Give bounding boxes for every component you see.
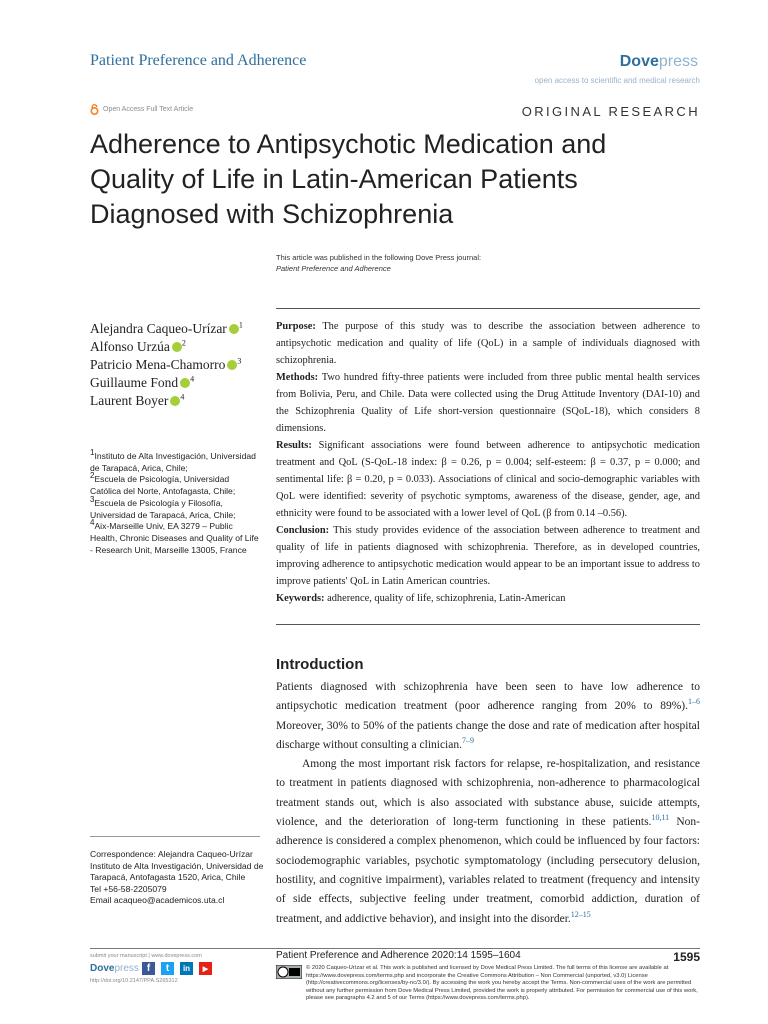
affiliation-text: Aix-Marseille Univ, EA 3279 – Public Health, Chronic Diseases and Quality of Life - Research Unit, Marseille 13005, France [90,521,259,555]
journal-name: Patient Preference and Adherence [90,52,307,69]
abstract-methods [276,369,700,437]
correspondence [90,849,265,907]
introduction-heading: Introduction [276,656,364,673]
orcid-icon[interactable] [170,396,180,406]
purpose-label: Purpose: [276,321,316,332]
affiliation-text: Escuela de Psicología, Universidad Católica del Norte, Antofagasta, Chile; [90,474,236,497]
author-list [90,320,260,410]
intro-text: Moreover, 30% to 50% of the patients change the dose and rate of medication after hospital discharge without consulting a clinician. [276,719,700,751]
methods-text: Two hundred fifty-three patients were included from three public mental health services from Bolivia, Peru, and Chile. Data were collected using the Drug Attitude Inventory (DAI-10) and the Schizophrenia Quality of Life short-version questionnaire (SQoL-18), which considers 8 dimensions. [276,372,700,434]
citation-link[interactable]: 12–15 [570,909,591,919]
affiliation-sup: 3 [90,494,95,504]
footer-publisher-light: press [114,963,139,974]
keywords-text: adherence, quality of life, schizophrenia, Latin-American [327,593,566,604]
orcid-icon[interactable] [227,360,237,370]
intro-text: Patients diagnosed with schizophrenia have been seen to have low adherence to antipsychotic medication treatment (poor adherence ranging from 20% to 89%). [276,681,700,713]
introduction-body [276,678,700,929]
conclusion-label: Conclusion: [276,525,330,536]
affiliation-sup: 4 [90,518,95,528]
affiliation [90,448,260,474]
keywords-label: Keywords: [276,593,325,604]
author-sup: 4 [180,392,185,402]
publisher-bold: Dove [619,53,659,70]
correspondence-tel: Tel +56-58-2205079 [90,883,167,894]
affiliation [90,518,260,556]
author-sup: 2 [181,338,186,348]
open-access-text: Open Access Full Text Article [103,106,194,113]
footer-publisher-logo[interactable] [90,963,139,974]
orcid-icon[interactable] [172,342,182,352]
citation-link[interactable]: 10,11 [651,813,670,823]
affiliation-sup: 2 [90,471,95,481]
intro-text: Among the most important risk factors for relapse, re-hospitalization, and resistance to treatment in patients diagnosed with schizophrenia, non-adherence to pharmacological treatment stands out, which is also associated with substance abuse, suicide attempts, violence, and the deterioration of long-term functioning in these patients. [276,758,700,829]
author-name: Patricio Mena-Chamorro [90,357,226,372]
linkedin-icon[interactable]: in [180,962,193,975]
author-name: Alfonso Urzúa [90,339,170,354]
abstract-results [276,437,700,522]
open-access-label [90,104,193,115]
article-title: Adherence to Antipsychotic Medication and Quality of Life in Latin-American Patients Diagnosed with Schizophrenia [90,129,607,229]
author [90,374,260,392]
published-note: This article was published in the following Dove Press journal: [276,253,482,262]
footer-citation: Patient Preference and Adherence 2020:14 1595–1604 [276,950,521,961]
conclusion-text: This study provides evidence of the association between adherence to treatment and quality of life in patients diagnosed with schizophrenia. Therefore, as in developed countries, improving adherence to antipsychotic medication would appear to be an important issue to address to improve patients' QoL in Latin American countries. [276,525,700,587]
affiliation [90,471,260,497]
doi-link[interactable]: http://doi.org/10.2147/PPA.S265312 [90,978,178,984]
author-sup: 3 [237,356,242,366]
correspondence-divider [90,836,260,837]
facebook-icon[interactable]: f [142,962,155,975]
youtube-icon[interactable]: ▶ [199,962,212,975]
twitter-icon[interactable]: t [161,962,174,975]
license-text: © 2020 Caqueo-Urízar et al. This work is published and licensed by Dove Medical Press Limited. The full terms of this license are available at https://www.dovepress.com/terms.php and incorporate the Creative Commons Attribution – Non Commercial (unported, v3.0) License (http://creativecommons.org/licenses/by-nc/3.0/). By accessing the work you hereby accept the Terms. Non-commercial uses of the work are permitted without any further permission from Dove Medical Press Limited, provided the work is properly attributed. For permission for commercial use of this work, please see paragraphs 4.2 and 5 of our Terms (https://www.dovepress.com/terms.php). [306,965,698,1002]
footer-publisher-bold: Dove [90,963,115,974]
footer-divider [90,948,700,949]
correspondence-address: Instituto de Alta Investigación, Universidad de Tarapacá, Antofagasta 1520, Arica, Chile [90,860,264,883]
social-links [142,962,212,975]
citation-link[interactable]: 1–6 [688,697,700,707]
author-sup: 1 [238,320,243,330]
abstract-conclusion [276,522,700,590]
results-text: Significant associations were found between adherence to antipsychotic medication treatment and QoL (S-QoL-18 index: β = 0.26, p = 0.004; self-esteem: β = 0.37, p = 0.000; and sentimental life: β = 0.20, p = 0.033). Associations of clinical and socio-demographic variables with QoL were identified: severity of psychotic symptoms, awareness of the disease, gender, age, and ethnicity were found to be associated with a lower level of QoL (β from 0.14 –0.56). [276,440,700,519]
publisher-tagline: open access to scientific and medical research [534,76,700,85]
abstract [276,318,700,607]
author [90,392,260,410]
divider-top [276,308,700,309]
submit-manuscript-link[interactable]: submit your manuscript | www.dovepress.com [90,953,202,959]
methods-label: Methods: [276,372,319,383]
author-name: Guillaume Fond [90,375,179,390]
author-name: Laurent Boyer [90,393,169,408]
publisher-logo[interactable] [620,53,698,71]
creative-commons-icon [276,965,302,979]
page-number: 1595 [673,950,700,964]
author-name: Alejandra Caqueo-Urízar [90,321,227,336]
correspondence-email[interactable]: Email acaqueo@academicos.uta.cl [90,895,225,906]
published-journal: Patient Preference and Adherence [276,264,391,273]
orcid-icon[interactable] [229,324,239,334]
results-label: Results: [276,440,312,451]
abstract-keywords [276,590,700,607]
publisher-light: press [658,53,698,70]
affiliation-sup: 1 [90,448,95,458]
author [90,320,260,338]
article-type: ORIGINAL RESEARCH [521,104,700,119]
abstract-purpose [276,318,700,369]
intro-text: Non-adherence is considered a complex phenomenon, which could be influenced by four factors: sociodemographic variables, psychotic symptomatology (including persecutory delusion, hostility, and cognitive impairment), variables related to treatment (frequency and intensity of side effects, subjective feeling under treatment, comorbid addiction, duration of treatment, and addictive behavior), and insight into the disorder. [276,816,701,925]
purpose-text: The purpose of this study was to describe the association between adherence to antipsychotic medication and quality of life (QoL) in a sample of individuals diagnosed with schizophrenia. [276,321,700,366]
affiliations [90,448,260,556]
affiliation-text: Instituto de Alta Investigación, Universidad de Tarapacá, Arica, Chile; [90,451,256,473]
citation-link[interactable]: 7–9 [461,736,474,746]
intro-paragraph [276,755,700,929]
correspondence-name: Correspondence: Alejandra Caqueo-Urízar [90,849,253,859]
intro-paragraph [276,678,700,755]
author [90,338,260,356]
author [90,356,260,374]
divider-mid [276,624,700,625]
affiliation-text: Escuela de Psicología y Filosofía, Universidad de Tarapacá, Arica, Chile; [90,497,236,520]
affiliation [90,494,260,521]
author-sup: 4 [190,374,195,384]
open-access-icon [90,104,99,115]
orcid-icon[interactable] [180,378,190,388]
